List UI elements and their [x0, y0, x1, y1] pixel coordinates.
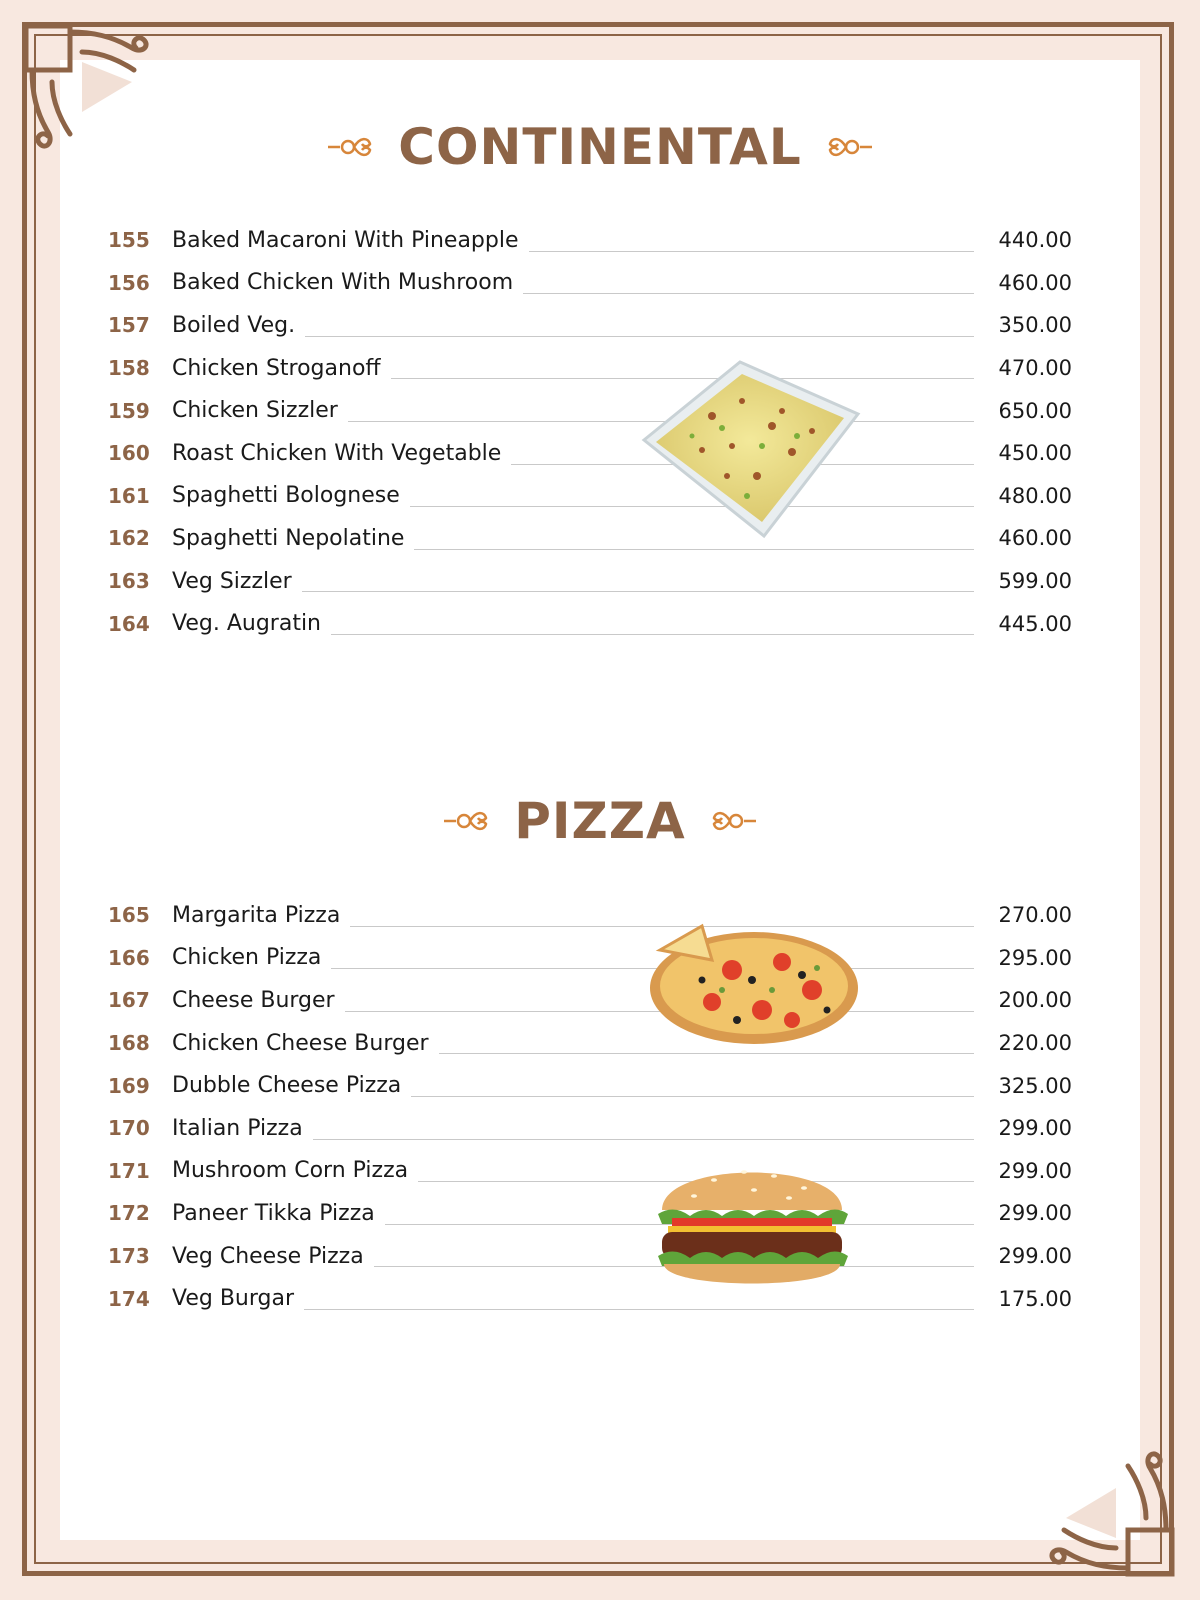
item-number: 161	[108, 483, 150, 508]
item-name: Spaghetti Bolognese	[172, 483, 400, 509]
item-name: Margarita Pizza	[172, 902, 341, 928]
item-name: Baked Chicken With Mushroom	[172, 270, 514, 296]
item-price: 325.00	[998, 1073, 1072, 1098]
flourish-icon	[442, 806, 488, 836]
item-name: Veg. Augratin	[172, 611, 321, 637]
section-title-continental	[0, 118, 1200, 176]
item-number: 155	[108, 228, 150, 253]
item-name: Veg Burgar	[172, 1286, 295, 1312]
item-number: 156	[108, 270, 150, 295]
section-title-text: CONTINENTAL	[398, 118, 802, 176]
item-price: 470.00	[998, 356, 1072, 381]
dotted-leader	[302, 591, 974, 592]
menu-item	[108, 304, 1072, 347]
item-name: Chicken Cheese Burger	[172, 1030, 429, 1056]
menu-item	[108, 432, 1072, 475]
item-name: Cheese Burger	[172, 987, 335, 1013]
item-number: 172	[108, 1201, 150, 1226]
item-number: 170	[108, 1116, 150, 1141]
item-number: 163	[108, 569, 150, 594]
item-name: Veg Cheese Pizza	[172, 1243, 364, 1269]
item-name: Boiled Veg.	[172, 312, 296, 338]
menu-list-pizza	[108, 894, 1072, 1320]
item-price: 599.00	[998, 569, 1072, 594]
menu-item	[108, 262, 1072, 305]
item-number: 167	[108, 988, 150, 1013]
item-name: Mushroom Corn Pizza	[172, 1158, 409, 1184]
item-price: 450.00	[998, 441, 1072, 466]
dotted-leader	[439, 1053, 974, 1054]
menu-item	[108, 1277, 1072, 1320]
item-price: 460.00	[998, 526, 1072, 551]
section-title-pizza	[0, 792, 1200, 850]
item-number: 157	[108, 313, 150, 338]
item-price: 350.00	[998, 313, 1072, 338]
item-name: Baked Macaroni With Pineapple	[172, 227, 519, 253]
menu-item	[108, 475, 1072, 518]
menu-item	[108, 1192, 1072, 1235]
menu-item	[108, 1022, 1072, 1065]
flourish-icon	[828, 132, 874, 162]
menu-item	[108, 1150, 1072, 1193]
dotted-leader	[529, 251, 974, 252]
menu-item	[108, 1064, 1072, 1107]
item-number: 171	[108, 1158, 150, 1183]
dotted-leader	[523, 293, 974, 294]
item-number: 169	[108, 1073, 150, 1098]
item-price: 200.00	[998, 988, 1072, 1013]
section-title-text: PIZZA	[514, 792, 686, 850]
menu-item	[108, 1107, 1072, 1150]
item-name: Chicken Stroganoff	[172, 355, 381, 381]
item-price: 650.00	[998, 398, 1072, 423]
corner-ornament-bottom-right	[1026, 1428, 1176, 1578]
menu-item	[108, 389, 1072, 432]
item-price: 299.00	[998, 1201, 1072, 1226]
item-price: 220.00	[998, 1031, 1072, 1056]
item-price: 445.00	[998, 611, 1072, 636]
item-name: Chicken Sizzler	[172, 398, 338, 424]
item-name: Veg Sizzler	[172, 568, 292, 594]
menu-item	[108, 894, 1072, 937]
item-number: 173	[108, 1244, 150, 1269]
item-number: 158	[108, 356, 150, 381]
item-number: 164	[108, 611, 150, 636]
menu-item	[108, 517, 1072, 560]
item-name: Chicken Pizza	[172, 945, 322, 971]
item-price: 299.00	[998, 1158, 1072, 1183]
item-price: 440.00	[998, 228, 1072, 253]
item-price: 175.00	[998, 1286, 1072, 1311]
item-price: 295.00	[998, 945, 1072, 970]
item-number: 174	[108, 1286, 150, 1311]
dotted-leader	[313, 1139, 974, 1140]
item-name: Spaghetti Nepolatine	[172, 525, 405, 551]
dotted-leader	[414, 549, 974, 550]
dotted-leader	[411, 1096, 974, 1097]
menu-list-continental	[108, 219, 1072, 645]
item-name: Dubble Cheese Pizza	[172, 1073, 402, 1099]
dotted-leader	[331, 634, 974, 635]
pizza-photo	[642, 920, 860, 1050]
menu-item	[108, 937, 1072, 980]
item-name: Italian Pizza	[172, 1115, 303, 1141]
item-price: 299.00	[998, 1116, 1072, 1141]
item-name: Paneer Tikka Pizza	[172, 1200, 375, 1226]
item-price: 460.00	[998, 270, 1072, 295]
item-price: 270.00	[998, 903, 1072, 928]
menu-item	[108, 219, 1072, 262]
dotted-leader	[305, 336, 974, 337]
flourish-icon	[326, 132, 372, 162]
item-price: 480.00	[998, 483, 1072, 508]
item-number: 165	[108, 903, 150, 928]
menu-item	[108, 560, 1072, 603]
item-number: 162	[108, 526, 150, 551]
menu-item	[108, 347, 1072, 390]
baked-dish-photo	[632, 356, 868, 546]
item-number: 166	[108, 945, 150, 970]
item-price: 299.00	[998, 1244, 1072, 1269]
menu-item	[108, 1235, 1072, 1278]
item-number: 159	[108, 398, 150, 423]
item-number: 168	[108, 1031, 150, 1056]
item-number: 160	[108, 441, 150, 466]
burger-photo	[654, 1150, 850, 1300]
menu-item	[108, 602, 1072, 645]
item-name: Roast Chicken With Vegetable	[172, 440, 502, 466]
menu-item	[108, 979, 1072, 1022]
dotted-leader	[304, 1309, 974, 1310]
flourish-icon	[712, 806, 758, 836]
